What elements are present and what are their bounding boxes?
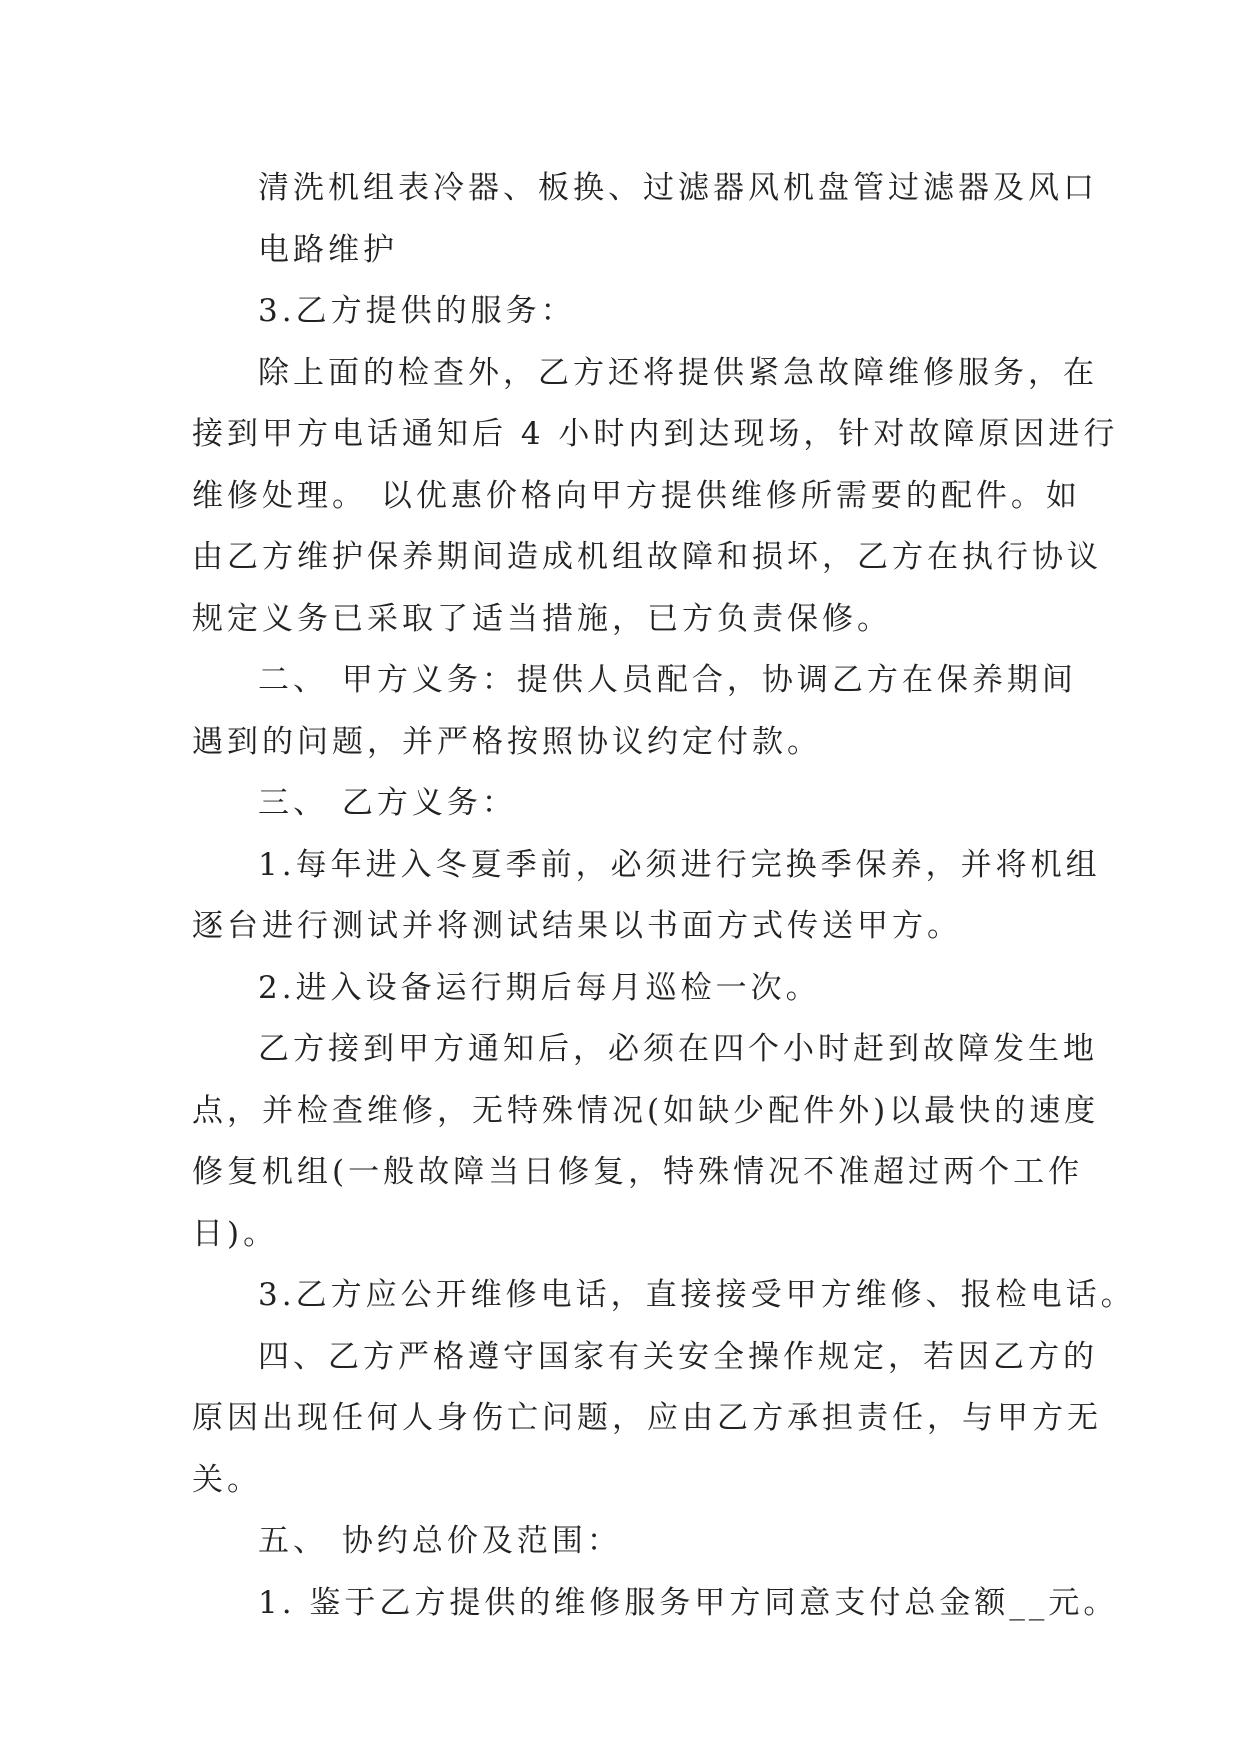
section-heading: 二、 甲方义务：提供人员配合，协调乙方在保养期间	[258, 662, 1077, 698]
text-line: 3.乙方应公开维修电话，直接接受甲方维修、报检电话。	[258, 1277, 1136, 1313]
text-line: 由乙方维护保养期间造成机组故障和损坏，乙方在执行协议	[192, 539, 1102, 575]
section-heading: 三、 乙方义务：	[258, 785, 517, 821]
text-line: 除上面的检查外，乙方还将提供紧急故障维修服务，在	[258, 354, 1098, 391]
text-line: 接到甲方电话通知后 4 小时内到达现场，针对故障原因进行	[192, 416, 1119, 452]
section-heading: 五、 协约总价及范围：	[258, 1523, 622, 1559]
contract-body	[192, 158, 1136, 1634]
section-heading: 四、乙方严格遵守国家有关安全操作规定，若因乙方的	[258, 1338, 1098, 1375]
text-line: 遇到的问题，并严格按照协议约定付款。	[192, 723, 822, 760]
text-line: 规定义务已采取了适当措施，已方负责保修。	[192, 600, 892, 637]
section-heading: 3.乙方提供的服务：	[258, 293, 576, 329]
text-line: 日)。	[192, 1215, 279, 1252]
text-line: 关。	[192, 1461, 262, 1498]
text-line: 点，并检查维修，无特殊情况(如缺少配件外)以最快的速度	[192, 1092, 1100, 1129]
text-line: 原因出现任何人身伤亡问题，应由乙方承担责任，与甲方无	[192, 1400, 1102, 1436]
text-line: 逐台进行测试并将测试结果以书面方式传送甲方。	[192, 908, 962, 944]
text-line: 修复机组(一般故障当日修复，特殊情况不准超过两个工作	[192, 1154, 1084, 1190]
text-line: 电路维护	[258, 231, 398, 268]
text-line: 1.每年进入冬夏季前，必须进行完换季保养，并将机组	[258, 846, 1101, 883]
text-line: 维修处理。 以优惠价格向甲方提供维修所需要的配件。如	[192, 477, 1081, 514]
text-line: 清洗机组表冷器、板换、过滤器风机盘管过滤器及风口	[258, 170, 1098, 206]
text-line: 乙方接到甲方通知后，必须在四个小时赶到故障发生地	[258, 1031, 1098, 1067]
text-line: 2.进入设备运行期后每月巡检一次。	[258, 969, 821, 1006]
text-line: 1. 鉴于乙方提供的维修服务甲方同意支付总金额__元。	[258, 1584, 1119, 1621]
